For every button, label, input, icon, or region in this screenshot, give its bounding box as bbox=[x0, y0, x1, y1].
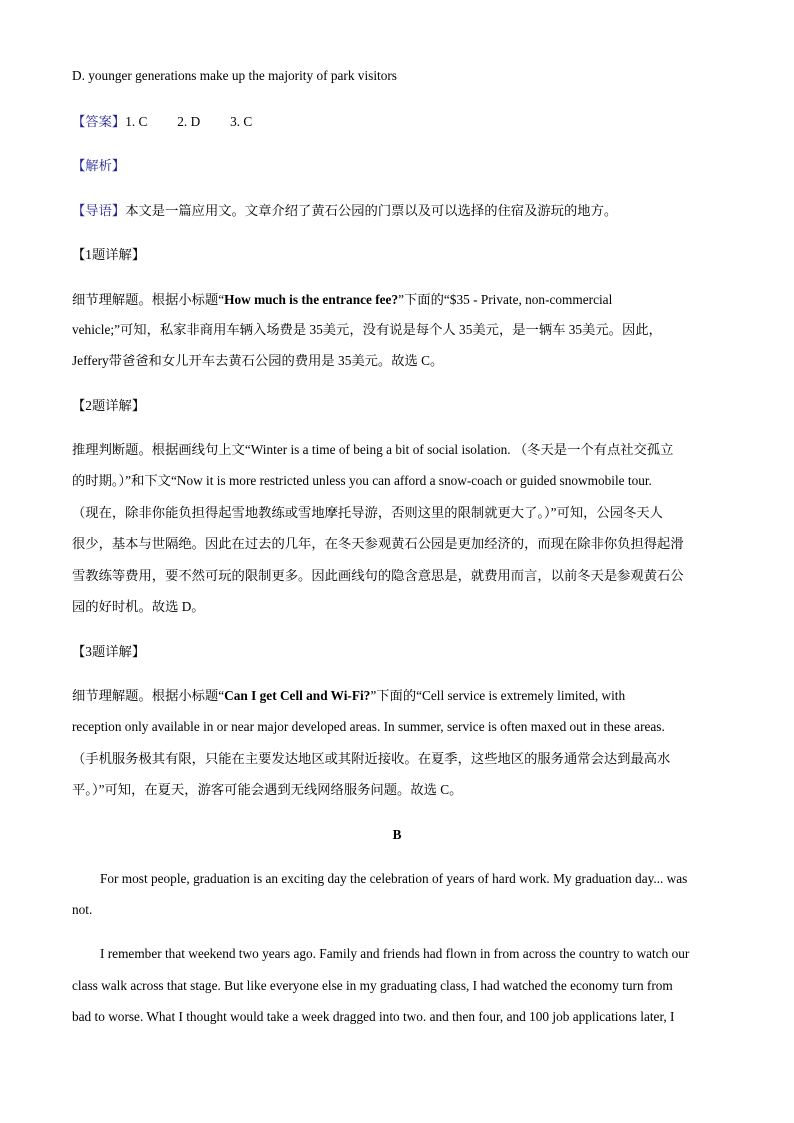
q2-line-6: 园的好时机。故选 D。 bbox=[72, 599, 205, 614]
q1-label: 【1题详解】 bbox=[72, 247, 146, 262]
section-heading-b: B bbox=[392, 827, 402, 842]
q1-line-1 bbox=[72, 290, 732, 310]
passage-p1-line-2: not. bbox=[72, 902, 93, 917]
q2-line-5: 雪教练等费用，要不然可玩的限制更多。因此画线句的隐含意思是，就费用而言，以前冬天是参观黄石公 bbox=[72, 568, 684, 583]
q3-line-1-pre: 细节理解题。根据小标题“ bbox=[72, 688, 225, 703]
answer-label: 【答案】 bbox=[72, 114, 126, 129]
q1-line-2: vehicle;”可知，私家非商用车辆入场费是 35美元，没有说是每个人 35美元，是一辆车 35美元。因此， bbox=[72, 322, 662, 337]
q2-line-2: 的时期。）”和下文“Now it is more restricted unless you can afford a snow-coach or guided snowmobile tour. bbox=[72, 473, 652, 488]
q3-line-3: （手机服务极其有限，只能在主要发达地区或其附近接收。在夏季，这些地区的服务通常会达到最高水 bbox=[72, 751, 671, 766]
passage-p1-line-1: For most people, graduation is an exciting day the celebration of years of hard work. My graduation day... was bbox=[100, 871, 688, 886]
q3-label: 【3题详解】 bbox=[72, 644, 146, 659]
passage-p2-line-2: class walk across that stage. But like everyone else in my graduating class, I had watched the economy turn from bbox=[72, 978, 673, 993]
intro-text: 本文是一篇应用文。文章介绍了黄石公园的门票以及可以选择的住宿及游玩的地方。 bbox=[125, 203, 618, 218]
q3-line-2: reception only available in or near major developed areas. In summer, service is often maxed out in these areas. bbox=[72, 719, 665, 734]
q2-label: 【2题详解】 bbox=[72, 398, 146, 413]
q2-line-3: （现在，除非你能负担得起雪地教练或雪地摩托导游，否则这里的限制就更大了。）”可知，公园冬天人 bbox=[72, 505, 663, 520]
q2-line-1: 推理判断题。根据画线句上文“Winter is a time of being a bit of social isolation. （冬天是一个有点社交孤立 bbox=[72, 442, 674, 457]
passage-p2-line-1: I remember that weekend two years ago. Family and friends had flown in from across the country to watch our bbox=[100, 946, 690, 961]
q1-subtitle: How much is the entrance fee? bbox=[224, 292, 399, 307]
q3-line-4: 平。）”可知，在夏天，游客可能会遇到无线网络服务问题。故选 C。 bbox=[72, 782, 463, 797]
analysis-label: 【解析】 bbox=[72, 158, 126, 173]
q2-line-4: 很少，基本与世隔绝。因此在过去的几年，在冬天参观黄石公园是更加经济的，而现在除非你负担得起滑 bbox=[72, 536, 684, 551]
q3-line-1 bbox=[72, 686, 732, 706]
intro-label: 【导语】 bbox=[72, 203, 126, 218]
answer-values: 1. C 2. D 3. C bbox=[125, 114, 253, 129]
intro-line bbox=[72, 201, 732, 221]
q1-line-1-post: ”下面的“$35 - Private, non-commercial bbox=[398, 292, 613, 307]
answer-line bbox=[72, 112, 732, 132]
q1-line-3: Jeffery带爸爸和女儿开车去黄石公园的费用是 35美元。故选 C。 bbox=[72, 353, 444, 368]
passage-p2-line-3: bad to worse. What I thought would take a week dragged into two. and then four, and 100 job applications later, I bbox=[72, 1009, 675, 1024]
q3-subtitle: Can I get Cell and Wi-Fi? bbox=[224, 688, 371, 703]
q1-line-1-pre: 细节理解题。根据小标题“ bbox=[72, 292, 225, 307]
option-d: D. younger generations make up the majority of park visitors bbox=[72, 68, 397, 83]
q3-line-1-post: ”下面的“Cell service is extremely limited, with bbox=[370, 688, 626, 703]
